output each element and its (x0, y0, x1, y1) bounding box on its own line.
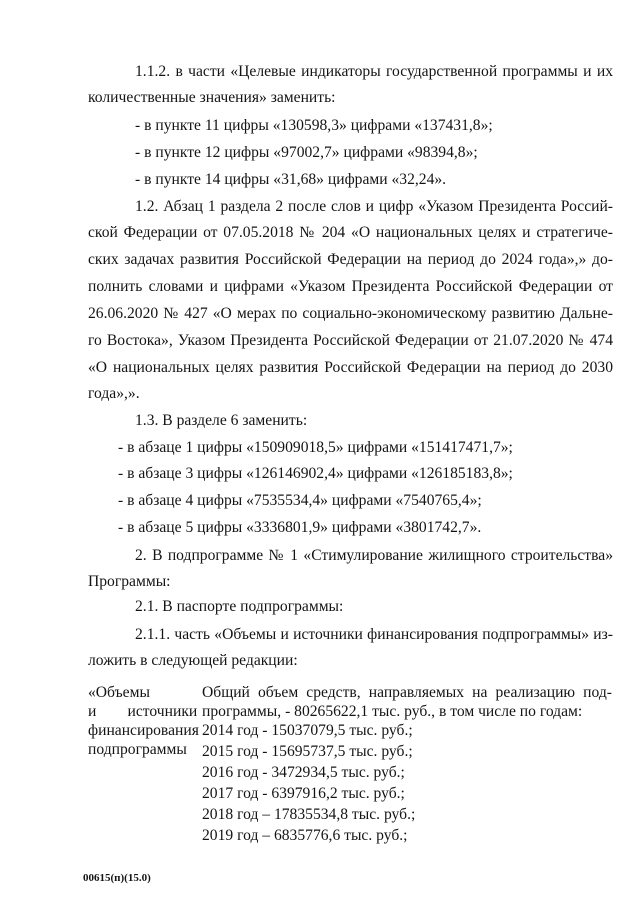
paragraph-1-3: 1.3. В разделе 6 заменить: (135, 412, 308, 429)
paragraph-1-1-2-line-2: количественные значения» заменить: (88, 89, 336, 106)
table-label-line-4: подпрограммы (88, 741, 187, 758)
year-row-2018: 2018 год – 17835534,8 тыс. руб.; (202, 806, 416, 823)
table-value-line-2: программы, - 80265622,1 тыс. руб., в том числе по годам: (202, 703, 583, 720)
paragraph-1-2-line-4: полнить словами и цифрами «Указом Президента Российской Федерации от (88, 278, 613, 295)
paragraph-1-2-line-2: ской Федерации от 07.05.2018 № 204 «О национальных целях и стратегиче- (88, 224, 613, 241)
paragraph-2-line-1: 2. В подпрограмме № 1 «Стимулирование жилищного строительства» (135, 547, 613, 564)
list-item-1-1-2-c: - в пункте 14 цифры «31,68» цифрами «32,24». (135, 171, 447, 188)
list-item-1-3-d: - в абзаце 5 цифры «3336801,9» цифрами «3801742,7». (118, 519, 482, 536)
document-code-footer: 00615(п)(15.0) (83, 872, 151, 884)
year-row-2019: 2019 год – 6835776,6 тыс. руб.; (202, 827, 408, 844)
list-item-1-3-a: - в абзаце 1 цифры «150909018,5» цифрами «151417471,7»; (118, 439, 513, 456)
paragraph-1-2-line-1: 1.2. Абзац 1 раздела 2 после слов и цифр «Указом Президента Россий- (135, 198, 613, 215)
table-label-line-2: и источники (88, 703, 198, 720)
paragraph-2-1-1-line-1: 2.1.1. часть «Объемы и источники финансирования подпрограммы» из- (135, 626, 613, 643)
paragraph-2-1: 2.1. В паспорте подпрограммы: (135, 598, 344, 615)
paragraph-1-1-2-line-1: 1.1.2. в части «Целевые индикаторы государственной программы и их (135, 63, 613, 80)
paragraph-1-2-line-5: 26.06.2020 № 427 «О мерах по социально-экономическому развитию Дальне- (88, 305, 613, 322)
paragraph-1-2-line-3: ских задачах развития Российской Федерации на период до 2024 года»,» до- (88, 251, 613, 268)
paragraph-1-2-line-8: года»,». (88, 385, 140, 402)
list-item-1-3-c: - в абзаце 4 цифры «7535534,4» цифрами «7540765,4»; (118, 492, 482, 509)
paragraph-2-1-1-line-2: ложить в следующей редакции: (88, 652, 298, 669)
paragraph-1-2-line-6: го Востока», Указом Президента Российской Федерации от 21.07.2020 № 474 (88, 332, 613, 349)
year-row-2017: 2017 год - 6397916,2 тыс. руб.; (202, 785, 405, 802)
list-item-1-3-b: - в абзаце 3 цифры «126146902,4» цифрами «126185183,8»; (118, 465, 513, 482)
table-label-line-3: финансирования (88, 722, 199, 739)
table-value-line-1: Общий объем средств, направляемых на реализацию под- (202, 684, 612, 701)
table-label-line-1: «Объемы (88, 684, 150, 701)
list-item-1-1-2-b: - в пункте 12 цифры «97002,7» цифрами «98394,8»; (135, 144, 478, 161)
list-item-1-1-2-a: - в пункте 11 цифры «130598,3» цифрами «137431,8»; (135, 117, 493, 134)
paragraph-2-line-2: Программы: (88, 573, 171, 590)
paragraph-1-2-line-7: «О национальных целях развития Российской Федерации на период до 2030 (88, 359, 613, 376)
year-row-2015: 2015 год - 15695737,5 тыс. руб.; (202, 743, 413, 760)
year-row-2014: 2014 год - 15037079,5 тыс. руб.; (202, 722, 413, 739)
year-row-2016: 2016 год - 3472934,5 тыс. руб.; (202, 764, 405, 781)
